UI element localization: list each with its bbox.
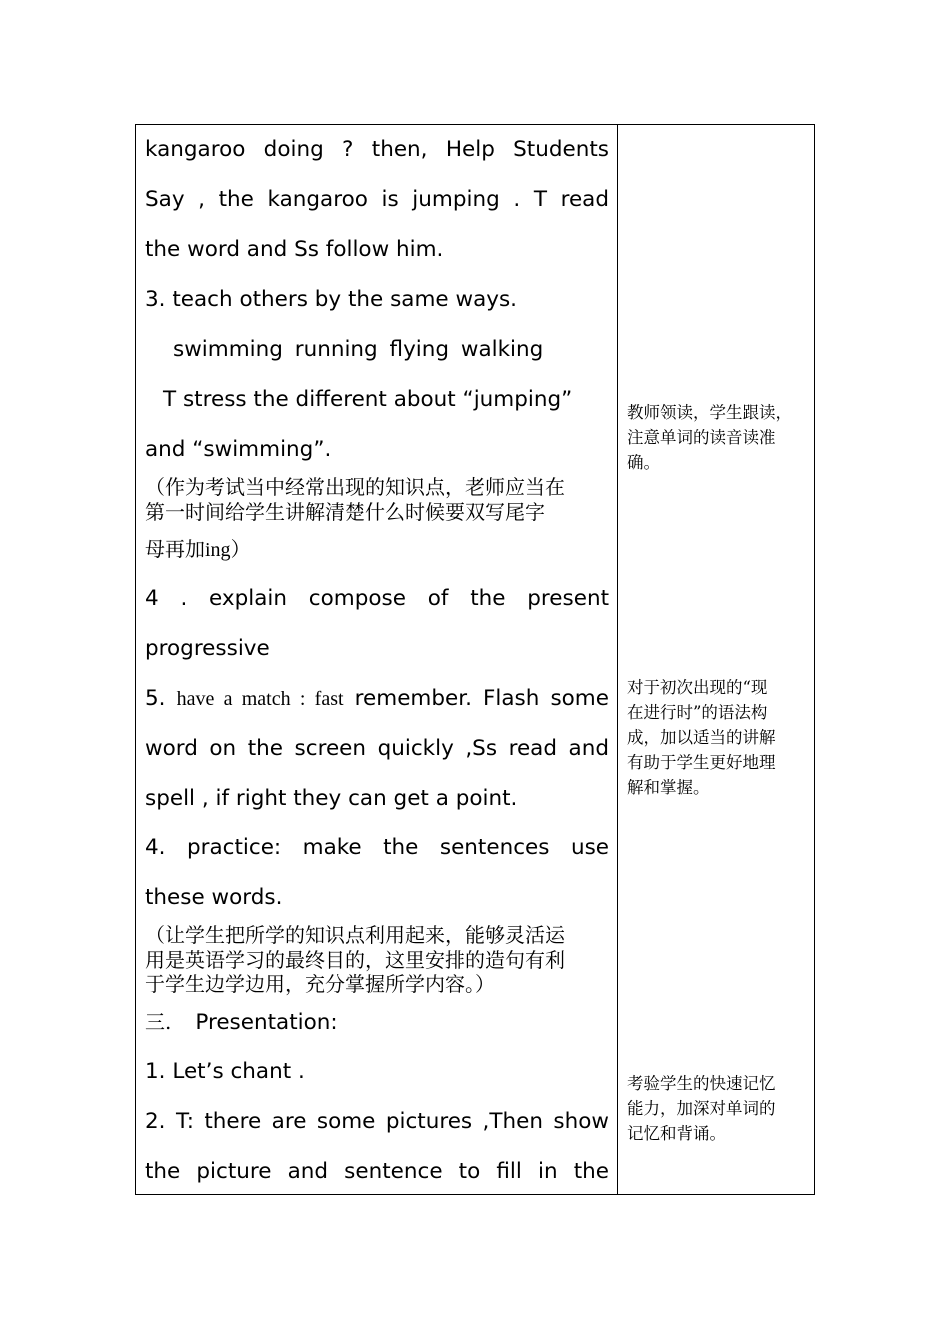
text-line: progressive: [145, 636, 270, 661]
text-line: T stress the different about “jumping”: [163, 387, 573, 412]
text-rest: remember. Flash some: [343, 686, 609, 711]
note-line: 解和掌握。: [627, 778, 710, 797]
section-title: Presentation:: [195, 1010, 338, 1035]
chinese-text: ）: [230, 537, 251, 561]
chinese-note-line: 于学生边学边用，充分掌握所学内容。）: [145, 972, 495, 996]
note-line: 在进行时”的语法构: [627, 703, 768, 722]
text-line: swimming running flying walking: [173, 337, 544, 362]
text-line: kangaroo doing ? then, Help Students: [145, 137, 609, 162]
text-line: 1. Let’s chant .: [145, 1059, 305, 1084]
chinese-text: 母再加: [145, 537, 205, 561]
note-line: 考验学生的快速记忆: [627, 1074, 776, 1093]
chinese-note-line: 第一时间给学生讲解清楚什么时候要双写尾字: [145, 500, 545, 524]
match-text: have a match : fast: [176, 688, 344, 710]
text-line: 4. practice: make the sentences use: [145, 835, 609, 860]
chinese-note-line: 用是英语学习的最终目的，这里安排的造句有利: [145, 948, 565, 972]
text-line: 4 . explain compose of the present: [145, 586, 609, 611]
column-divider: [617, 125, 618, 1194]
note-line: 记忆和背诵。: [627, 1124, 726, 1143]
text-line: [145, 686, 609, 712]
text-line: Say , the kangaroo is jumping . T read: [145, 187, 609, 212]
chinese-note-line: [145, 537, 609, 562]
text-line: 2. T: there are some pictures ,Then show: [145, 1109, 609, 1134]
text-line: the picture and sentence to fill in the: [145, 1159, 609, 1184]
section-number: 三.: [145, 1010, 172, 1034]
text-line: these words.: [145, 885, 283, 910]
text-line: word on the screen quickly ,Ss read and: [145, 736, 609, 761]
text-line: 3. teach others by the same ways.: [145, 287, 517, 312]
note-line: 成，加以适当的讲解: [627, 728, 776, 747]
note-line: 对于初次出现的“现: [627, 678, 768, 697]
note-line: 教师领读，学生跟读，: [627, 403, 792, 422]
lesson-plan-table: [135, 124, 815, 1195]
text-line: and “swimming”.: [145, 437, 332, 462]
item-number: 5.: [145, 686, 177, 711]
chinese-note-line: （作为考试当中经常出现的知识点，老师应当在: [145, 475, 565, 499]
note-line: 有助于学生更好地理: [627, 753, 776, 772]
note-line: 确。: [627, 453, 660, 472]
ing-text: ing: [205, 539, 231, 561]
text-line: the word and Ss follow him.: [145, 237, 444, 262]
text-line: spell , if right they can get a point.: [145, 786, 518, 811]
note-line: 注意单词的读音读准: [627, 428, 776, 447]
note-line: 能力，加深对单词的: [627, 1099, 776, 1118]
section-heading: [145, 1009, 609, 1036]
chinese-note-line: （让学生把所学的知识点利用起来，能够灵活运: [145, 923, 565, 947]
